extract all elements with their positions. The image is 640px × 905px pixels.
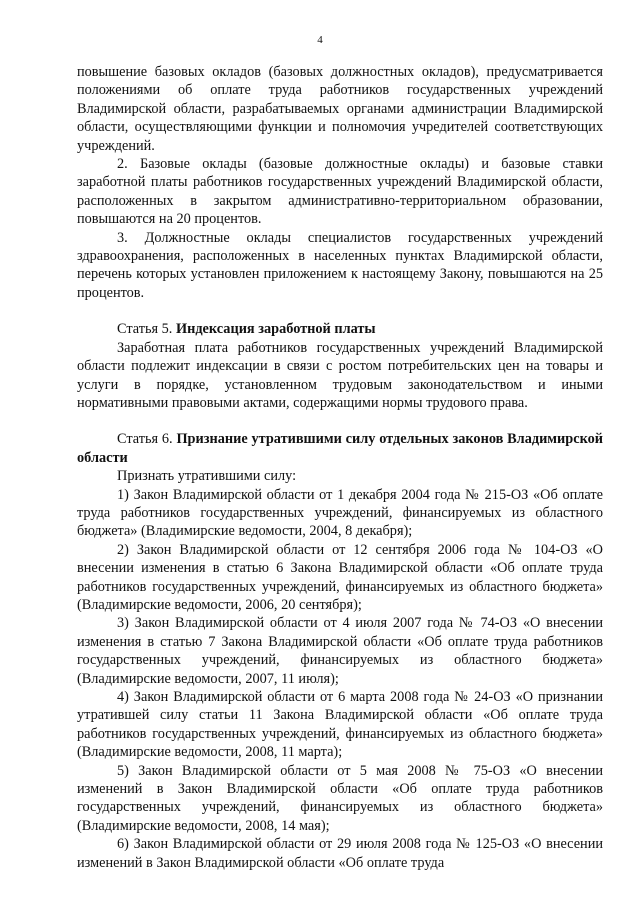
intro-paragraph: повышение базовых окладов (базовых должностных окладов), предусматривается положениями об оплате труда работников государственных учреждений Владимирской области, разрабатываемых органами администрации Владимирской области, осуществляющими функции и полномочия учредителей соответствующих учреждений. [77,64,603,154]
item-3-paragraph: 3. Должностные оклады специалистов государственных учреждений здравоохранения, расположенных в населенных пунктах Владимирской области, перечень которых установлен приложением к настоящему Закону, повышаются на 25 процентов. [77,229,603,301]
article-6-item-1: 1) Закон Владимирской области от 1 декабря 2004 года № 215-ОЗ «Об оплате труда работников государственных учреждений, финансируемых из областного бюджета» (Владимирские ведомости, 2004, 8 декабря); [77,486,603,540]
item-2-paragraph: 2. Базовые оклады (базовые должностные оклады) и базовые ставки заработной платы работников государственных учреждений Владимирской области, расположенных в закрытом административно-территориальном образовании, повышаются на 20 процентов. [77,156,603,228]
article-6-item-6: 6) Закон Владимирской области от 29 июля 2008 года № 125-ОЗ «О внесении изменений в Закон Владимирской области «Об оплате труда [77,836,603,871]
article-5-prefix: Статья 5. [117,321,173,338]
article-5-heading [77,320,603,338]
article-6-title: Признание утратившими силу отдельных законов Владимирской области [77,431,604,466]
document-body [77,63,603,872]
article-6-lead: Признать утратившими силу: [117,468,297,485]
article-6-heading [77,430,603,467]
article-6-prefix: Статья 6. [117,431,173,448]
article-5-body: Заработная плата работников государственных учреждений Владимирской области подлежит индексации в связи с ростом потребительских цен на товары и услуги в порядке, установленном трудовым законодательством и иными нормативными правовыми актами, содержащими нормы трудового права. [77,339,603,411]
article-6-item-4: 4) Закон Владимирской области от 6 марта 2008 года № 24-ОЗ «О признании утратившей силу статьи 11 Закона Владимирской области «Об оплате труда работников государственных учреждений, финансируемых из областного бюджета» (Владимирские ведомости, 2008, 11 марта); [77,689,603,761]
article-6-item-2: 2) Закон Владимирской области от 12 сентября 2006 года № 104-ОЗ «О внесении изменения в статью 6 Закона Владимирской области «Об оплате труда работников государственных учреждений, финансируемых из областного бюджета» (Владимирские ведомости, 2006, 20 сентября); [77,541,603,613]
article-5-title: Индексация заработной платы [175,321,376,338]
article-6-item-5: 5) Закон Владимирской области от 5 мая 2008 № 75-ОЗ «О внесении изменений в Закон Владимирской области «Об оплате труда работников государственных учреждений, финансируемых из областного бюджета» (Владимирские ведомости, 2008, 14 мая); [77,762,603,834]
page-number: 4 [317,34,323,46]
article-6-item-3: 3) Закон Владимирской области от 4 июля 2007 года № 74-ОЗ «О внесении изменения в статью 7 Закона Владимирской области «Об оплате труда работников государственных учреждений, финансируемых из областного бюджета» (Владимирские ведомости, 2007, 11 июля); [77,615,603,687]
